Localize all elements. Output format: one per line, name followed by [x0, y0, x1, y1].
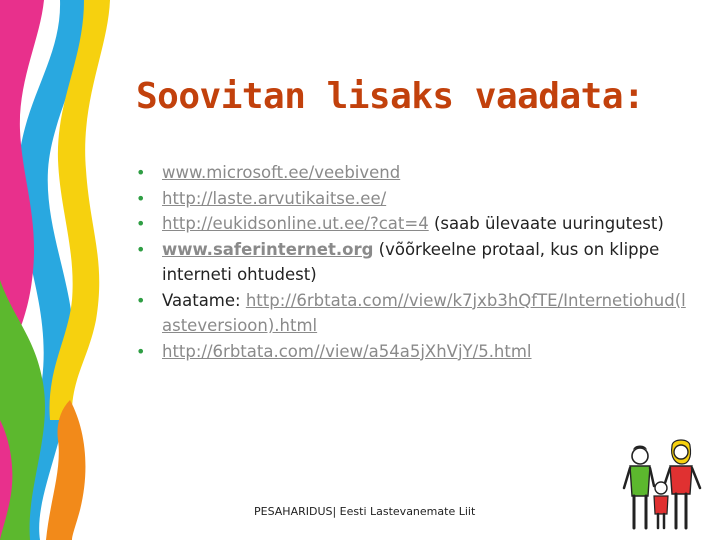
family-illustration-icon	[620, 436, 704, 532]
list-item	[134, 339, 694, 365]
link-saferinternet[interactable]: www.saferinternet.org	[162, 239, 374, 259]
list-item	[134, 288, 694, 339]
slide-title: Soovitan lisaks vaadata:	[136, 76, 645, 117]
link-list	[134, 160, 694, 364]
item-prefix: Vaatame:	[162, 290, 246, 310]
list-item	[134, 211, 694, 237]
bullet-dot-icon: •	[136, 163, 146, 182]
link-microsoft[interactable]: www.microsoft.ee/veebivend	[162, 163, 401, 182]
link-video-internetiohud[interactable]: http://6rbtata.com//view/k7jxb3hQfTE/Internetiohud(lasteversioon).html	[162, 290, 686, 335]
list-item	[134, 186, 694, 212]
bullet-dot-icon: •	[136, 214, 146, 233]
link-eukidsonline[interactable]: http://eukidsonline.ut.ee/?cat=4	[162, 214, 429, 233]
item-description: (saab ülevaate uuringutest)	[428, 214, 664, 233]
footer-text: PESAHARIDUS| Eesti Lastevanemate Liit	[254, 505, 476, 518]
color-ribbons-decoration	[0, 0, 112, 540]
bullet-dot-icon: •	[136, 239, 146, 259]
bullet-dot-icon: •	[136, 188, 146, 208]
link-arvutikaitse[interactable]: http://laste.arvutikaitse.ee/	[162, 188, 387, 208]
list-item	[134, 237, 694, 288]
bullet-dot-icon: •	[136, 290, 146, 310]
bullet-dot-icon: •	[136, 341, 146, 361]
list-item	[134, 160, 694, 186]
link-video-5[interactable]: http://6rbtata.com//view/a54a5jXhVjY/5.html	[162, 341, 532, 361]
item-description: (võõrkeelne protaal, kus on klippe interneti ohtudest)	[162, 239, 660, 284]
